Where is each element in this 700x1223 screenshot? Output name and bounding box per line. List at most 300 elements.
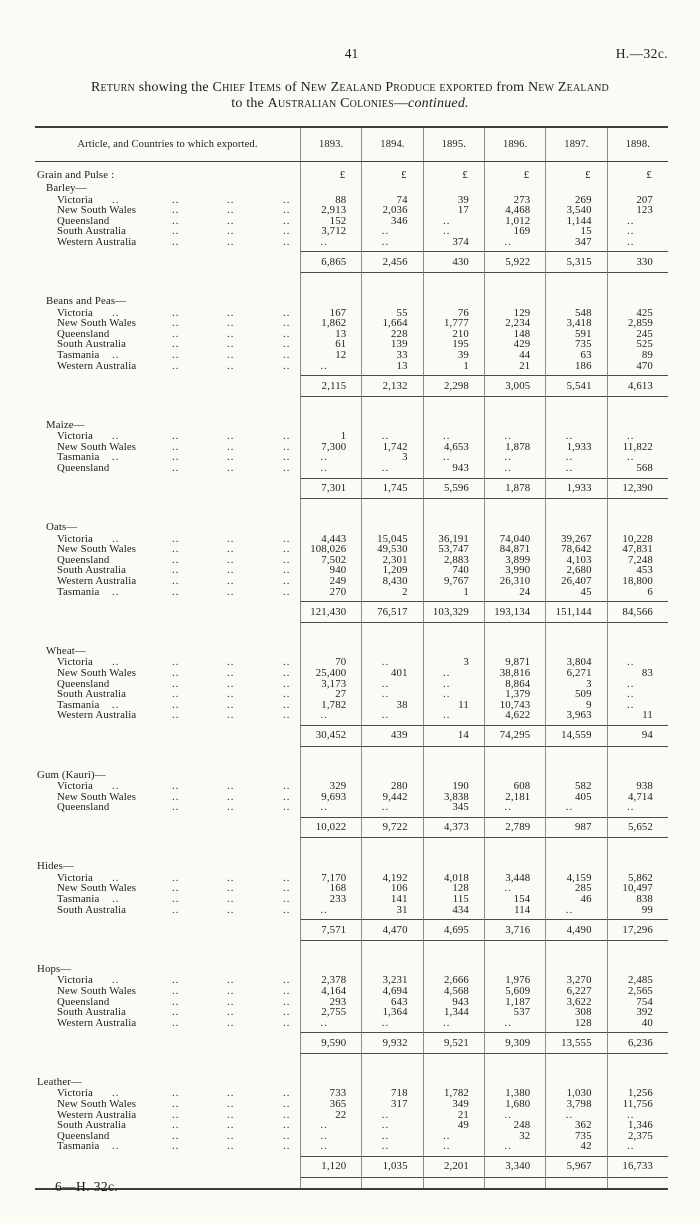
dot-leader: .. (227, 553, 235, 566)
dot-leader: .. (283, 1087, 291, 1100)
value-cell (361, 817, 422, 839)
row-label: South Australia (57, 903, 127, 916)
cell-value: 940 (329, 564, 347, 577)
value-cell (300, 1131, 361, 1142)
dot-leader: .. (283, 575, 291, 588)
row-label: Queensland (57, 801, 110, 814)
cell-value: 1,680 (505, 1098, 531, 1110)
value-cell (484, 817, 545, 839)
table-row (35, 237, 668, 248)
cell-value: 15,045 (377, 532, 408, 545)
value-cell (484, 1156, 545, 1178)
value-cell (361, 1178, 422, 1188)
total-value: 1,933 (566, 482, 592, 495)
cell-value: 123 (636, 204, 653, 217)
value-cell (423, 1110, 484, 1121)
value-cell (607, 894, 668, 905)
table-row (35, 183, 668, 195)
cell-value: 3,712 (321, 225, 347, 238)
cell-value: 2,883 (443, 553, 469, 566)
table-row (35, 1110, 668, 1121)
total-value: 5,541 (566, 379, 592, 392)
cell-value: 270 (329, 585, 347, 598)
dot-leader: .. (227, 462, 235, 474)
total-value: 9,722 (382, 821, 408, 834)
value-cell (300, 183, 361, 195)
total-value: 17,296 (622, 923, 653, 936)
value-cell (423, 169, 484, 183)
cell-value: 2,036 (382, 204, 408, 217)
row-label: New South Wales (57, 317, 137, 330)
row-label: Tasmania (57, 451, 100, 464)
cell-value: 84,871 (499, 543, 531, 556)
empty-value: .. (565, 1108, 574, 1121)
article-cell (35, 1054, 300, 1077)
cell-value: 38,816 (499, 666, 531, 679)
empty-value: .. (381, 1140, 390, 1153)
value-cell (300, 237, 361, 248)
cell-value: 128 (575, 1016, 592, 1029)
value-cell (361, 420, 422, 432)
total-value: 330 (636, 255, 653, 268)
value-cell (300, 700, 361, 711)
article-cell (35, 781, 300, 792)
dot-leader: .. (172, 235, 180, 248)
total-value: 2,201 (443, 1160, 469, 1173)
value-cell (545, 1178, 606, 1188)
dot-leader: .. (172, 553, 180, 566)
cell-value: 39 (457, 193, 469, 206)
value-cell (300, 339, 361, 350)
cell-value: 3 (463, 656, 469, 669)
subsection-heading: Maize— (46, 418, 85, 431)
value-cell (361, 587, 422, 598)
value-cell (361, 296, 422, 308)
value-cell (545, 397, 606, 420)
cell-value: 735 (575, 338, 592, 351)
cell-value: 434 (452, 903, 469, 916)
cell-value: 38 (396, 698, 408, 711)
total-value: 3,716 (505, 923, 531, 936)
row-label: Tasmania (57, 348, 100, 361)
dot-leader: .. (172, 585, 180, 598)
dot-leader: .. (172, 1119, 180, 1132)
dot-leader: .. (112, 430, 120, 443)
cell-value: 99 (641, 903, 653, 916)
section-heading: Grain and Pulse : (37, 169, 115, 181)
dot-leader: .. (283, 801, 291, 814)
empty-value: .. (381, 1129, 390, 1142)
cell-value: 1,012 (505, 214, 531, 227)
value-cell (545, 1054, 606, 1077)
cell-value: 114 (514, 903, 531, 916)
value-cell (423, 1007, 484, 1018)
value-cell (300, 894, 361, 905)
value-cell (300, 1120, 361, 1131)
value-cell (607, 463, 668, 474)
table-row (35, 216, 668, 227)
empty-value: .. (627, 1108, 635, 1121)
dot-leader: .. (283, 532, 291, 545)
row-label: Victoria (57, 974, 93, 987)
value-cell (484, 792, 545, 803)
dot-leader: .. (227, 204, 235, 217)
value-cell (545, 237, 606, 248)
cell-value: 245 (636, 327, 653, 340)
row-label: South Australia (57, 1119, 127, 1132)
table-row (35, 710, 668, 721)
value-cell (300, 397, 361, 420)
value-cell (484, 623, 545, 646)
cell-value: 3,418 (566, 317, 592, 330)
paper-reference: H.—32c. (615, 46, 668, 61)
value-cell (545, 905, 606, 916)
cell-value: 26,310 (499, 575, 531, 588)
dot-leader: .. (227, 327, 235, 340)
dot-leader: .. (172, 348, 180, 361)
value-cell (300, 679, 361, 690)
value-cell (545, 576, 606, 587)
value-cell (423, 747, 484, 770)
empty-value: .. (504, 1016, 512, 1029)
value-cell (300, 747, 361, 770)
total-value: 13,555 (561, 1036, 592, 1049)
value-cell (545, 361, 606, 372)
cell-value: 44 (519, 348, 531, 361)
article-cell (35, 905, 300, 916)
dot-leader: .. (227, 348, 235, 361)
table-row (35, 169, 668, 183)
cell-value: 1,346 (627, 1119, 653, 1132)
cell-value: 190 (452, 780, 469, 792)
value-cell (484, 1178, 545, 1188)
dot-leader: .. (172, 698, 180, 711)
empty-value: .. (627, 225, 635, 238)
empty-value: .. (627, 1140, 635, 1153)
value-cell (423, 522, 484, 534)
value-cell (484, 1120, 545, 1131)
cell-value: 128 (452, 882, 469, 895)
dot-leader: .. (172, 677, 180, 690)
total-value: 9,932 (382, 1036, 408, 1049)
value-cell (423, 216, 484, 227)
value-cell (361, 646, 422, 658)
empty-value: .. (443, 214, 451, 227)
dot-leader: .. (172, 1006, 180, 1019)
cell-value: 42 (580, 1140, 592, 1153)
value-cell (300, 1141, 361, 1152)
dot-leader: .. (283, 327, 291, 340)
dot-leader: .. (283, 564, 291, 577)
subsection-heading: Barley— (46, 182, 87, 194)
table-row (35, 986, 668, 997)
value-cell (484, 420, 545, 432)
cell-value: 74 (396, 193, 408, 206)
value-cell (300, 442, 361, 453)
dot-leader: .. (227, 317, 235, 330)
value-cell (484, 747, 545, 770)
value-cell (300, 226, 361, 237)
dot-leader: .. (283, 882, 291, 895)
value-cell (361, 442, 422, 453)
empty-value: .. (443, 451, 451, 464)
value-cell (423, 1099, 484, 1110)
cell-value: 63 (580, 348, 592, 361)
value-cell (484, 237, 545, 248)
cell-value: 108,026 (310, 543, 347, 556)
total-value: 9,309 (505, 1036, 531, 1049)
empty-value: .. (320, 801, 328, 814)
value-cell (423, 802, 484, 813)
dot-leader: .. (227, 543, 235, 556)
value-cell (300, 350, 361, 361)
title-segment: of (281, 80, 301, 95)
cell-value: 10,497 (622, 882, 653, 895)
value-cell (545, 601, 606, 623)
value-cell (423, 679, 484, 690)
value-cell (423, 499, 484, 522)
article-cell (35, 1141, 300, 1152)
value-cell (300, 478, 361, 500)
value-cell (361, 375, 422, 397)
value-cell (545, 1099, 606, 1110)
value-cell (361, 710, 422, 721)
article-cell (35, 237, 300, 248)
page-number: 41 (344, 46, 359, 61)
dot-leader: .. (227, 359, 235, 372)
empty-value: .. (320, 1140, 328, 1153)
table-row (35, 420, 668, 432)
cell-value: 1,742 (382, 440, 408, 453)
value-cell (484, 226, 545, 237)
table-row (35, 478, 668, 500)
dot-leader: .. (172, 893, 180, 906)
dot-leader: .. (227, 1098, 235, 1110)
value-cell (484, 1131, 545, 1142)
table-row (35, 587, 668, 598)
table-header-row (35, 128, 668, 162)
empty-value: .. (381, 235, 390, 248)
value-cell (484, 1007, 545, 1018)
value-cell (484, 905, 545, 916)
empty-value: .. (381, 225, 390, 238)
value-cell (607, 251, 668, 273)
cell-value: 2,234 (505, 317, 531, 330)
value-cell (361, 361, 422, 372)
cell-value: 754 (636, 995, 653, 1008)
dot-leader: .. (227, 656, 235, 669)
article-cell (35, 1156, 300, 1178)
cell-value: 11,756 (622, 1098, 653, 1110)
article-cell (35, 587, 300, 598)
dot-leader: .. (112, 1087, 120, 1100)
dot-leader: .. (227, 903, 235, 916)
value-cell (361, 463, 422, 474)
value-cell (423, 601, 484, 623)
value-cell (300, 1032, 361, 1054)
cell-value: 49 (457, 1119, 469, 1132)
value-cell (484, 162, 545, 169)
dot-leader: .. (112, 698, 120, 711)
value-cell (484, 725, 545, 747)
value-cell (423, 1054, 484, 1077)
empty-value: .. (443, 666, 451, 679)
value-cell (545, 838, 606, 861)
value-cell (607, 205, 668, 216)
cell-value: 1,976 (505, 974, 531, 987)
cell-value: 4,159 (566, 871, 592, 884)
value-cell (545, 623, 606, 646)
cell-value: 1 (463, 585, 469, 598)
subsection-heading: Oats— (46, 521, 78, 534)
empty-value: .. (320, 451, 328, 464)
value-cell (361, 499, 422, 522)
article-cell (35, 169, 300, 183)
cell-value: 25,400 (315, 666, 347, 679)
value-cell (300, 169, 361, 183)
dot-leader: .. (227, 225, 235, 238)
dot-leader: .. (227, 1129, 235, 1142)
table-row (35, 679, 668, 690)
value-cell (300, 1054, 361, 1077)
cell-value: 329 (329, 780, 347, 792)
total-value: 12,390 (622, 482, 653, 495)
cell-value: 3 (586, 677, 592, 690)
value-cell (484, 296, 545, 308)
cell-value: 33 (396, 348, 408, 361)
value-cell (361, 781, 422, 792)
subsection-heading: Gum (Kauri)— (37, 768, 106, 781)
total-value: 1,878 (505, 482, 531, 495)
cell-value: 9,442 (382, 790, 408, 803)
empty-value: .. (504, 451, 512, 464)
row-label: South Australia (57, 338, 127, 351)
value-cell (423, 700, 484, 711)
cell-value: 2,375 (627, 1129, 653, 1142)
cell-value: 2,913 (321, 204, 347, 217)
cell-value: 76 (457, 306, 469, 319)
value-cell (423, 162, 484, 169)
value-cell (607, 623, 668, 646)
article-cell (35, 941, 300, 964)
value-cell (300, 273, 361, 296)
cell-value: 186 (575, 359, 592, 372)
empty-value: .. (504, 430, 512, 443)
total-value: 5,967 (566, 1160, 592, 1173)
value-cell (484, 802, 545, 813)
dot-leader: .. (283, 666, 291, 679)
empty-value: .. (381, 462, 390, 474)
value-cell (300, 463, 361, 474)
total-value: 76,517 (377, 605, 408, 618)
dot-leader: .. (283, 995, 291, 1008)
total-value: 151,144 (555, 605, 592, 618)
value-cell (545, 251, 606, 273)
table-row (35, 838, 668, 861)
cell-value: 1,933 (566, 440, 592, 453)
value-cell (361, 689, 422, 700)
value-cell (484, 251, 545, 273)
table-row (35, 919, 668, 941)
dot-leader: .. (283, 1119, 291, 1132)
empty-value: .. (320, 462, 328, 474)
cell-value: 154 (513, 893, 531, 906)
value-cell (361, 397, 422, 420)
row-label: Queensland (57, 677, 110, 690)
value-cell (361, 679, 422, 690)
value-cell (545, 162, 606, 169)
value-cell (607, 668, 668, 679)
row-label: New South Wales (57, 790, 137, 803)
cell-value: 53,747 (438, 543, 469, 556)
dot-leader: .. (172, 204, 180, 217)
value-cell (361, 905, 422, 916)
cell-value: 2,680 (566, 564, 592, 577)
dot-leader: .. (283, 338, 291, 351)
table-row (35, 339, 668, 350)
cell-value: 548 (575, 306, 592, 319)
article-cell (35, 499, 300, 522)
value-cell (607, 237, 668, 248)
cell-value: 228 (391, 327, 408, 340)
value-cell (607, 273, 668, 296)
row-label: Queensland (57, 553, 110, 566)
cell-value: 362 (575, 1119, 592, 1132)
cell-value: 608 (513, 780, 531, 792)
value-cell (545, 442, 606, 453)
cell-value: 2,378 (321, 974, 347, 987)
table-body (35, 162, 668, 1188)
value-cell (545, 747, 606, 770)
cell-value: 1,256 (627, 1087, 653, 1100)
dot-leader: .. (283, 1006, 291, 1019)
value-cell (423, 1141, 484, 1152)
value-cell (545, 339, 606, 350)
cell-value: 26,407 (561, 575, 592, 588)
cell-value: 207 (636, 193, 653, 206)
total-value: 1,745 (382, 482, 408, 495)
value-cell (484, 339, 545, 350)
dot-leader: .. (172, 903, 180, 916)
row-label: Queensland (57, 462, 110, 474)
value-cell (361, 162, 422, 169)
value-cell (361, 576, 422, 587)
total-value: 2,132 (382, 379, 408, 392)
dot-leader: .. (172, 1140, 180, 1153)
value-cell (361, 1110, 422, 1121)
dot-leader: .. (227, 666, 235, 679)
value-cell (545, 463, 606, 474)
value-cell (545, 216, 606, 227)
year-column-header: 1894. (361, 128, 422, 161)
value-cell (300, 162, 361, 169)
cell-value: 349 (452, 1098, 469, 1110)
article-cell (35, 183, 300, 195)
value-cell (423, 350, 484, 361)
dot-leader: .. (172, 984, 180, 997)
table-row (35, 802, 668, 813)
total-value: 4,490 (566, 923, 592, 936)
value-cell (545, 452, 606, 463)
cell-value: 46 (580, 893, 592, 906)
value-cell (423, 463, 484, 474)
value-cell (484, 1099, 545, 1110)
value-cell (361, 478, 422, 500)
value-cell (300, 668, 361, 679)
dot-leader: .. (172, 1129, 180, 1142)
total-value: 430 (452, 255, 469, 268)
cell-value: 1,664 (382, 317, 408, 330)
